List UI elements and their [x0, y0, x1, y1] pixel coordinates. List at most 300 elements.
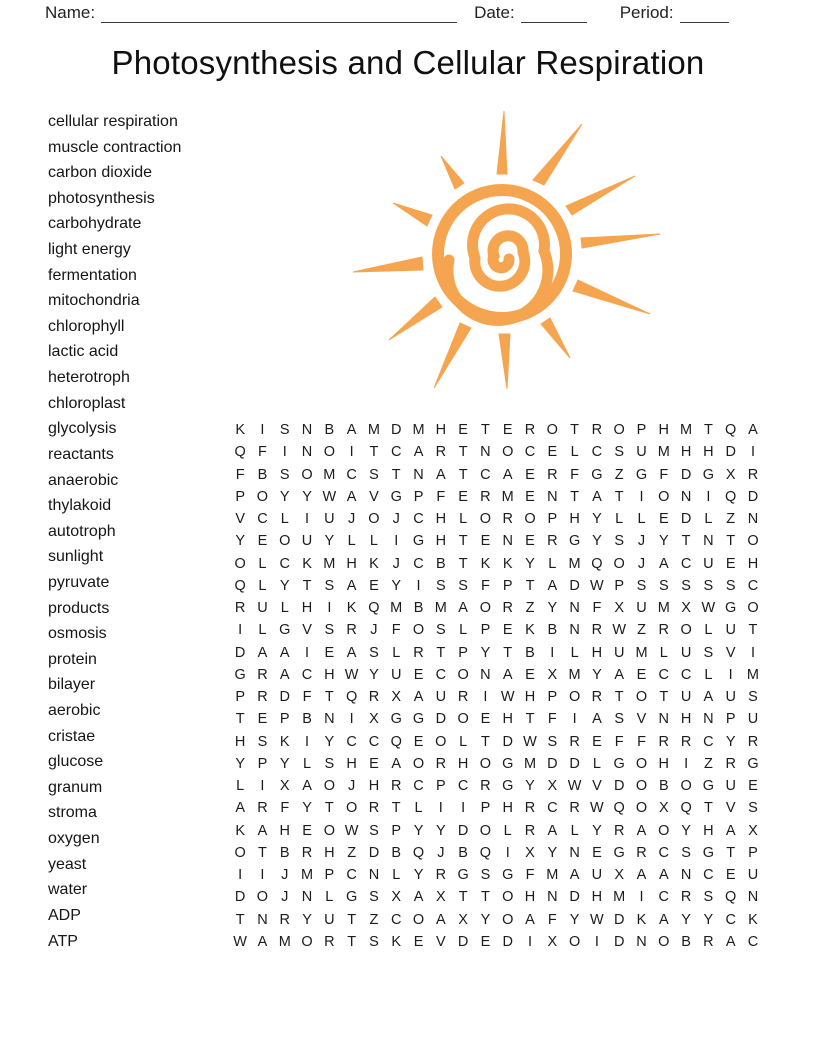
grid-cell: J	[637, 533, 646, 550]
grid-cell: W	[701, 600, 716, 617]
grid-cell: M	[613, 889, 626, 906]
grid-cell: Z	[726, 511, 736, 528]
grid-cell: U	[435, 689, 447, 706]
grid-cell: E	[458, 422, 468, 439]
grid-cell: F	[614, 733, 624, 750]
grid-cell: R	[301, 844, 313, 861]
grid-cell: A	[502, 666, 513, 683]
grid-cell: S	[369, 644, 379, 661]
grid-cell: Y	[391, 577, 402, 594]
grid-cell: Y	[302, 488, 312, 505]
grid-cell: H	[346, 555, 357, 572]
grid-cell: L	[570, 444, 579, 461]
grid-cell: O	[658, 488, 670, 505]
grid-cell: K	[480, 555, 491, 572]
grid-cell: H	[435, 533, 447, 550]
grid-cell: F	[547, 911, 557, 928]
grid-cell: W	[567, 778, 582, 795]
grid-cell: Y	[413, 822, 424, 839]
grid-cell: R	[547, 533, 558, 550]
grid-cell: Y	[302, 800, 312, 817]
grid-cell: I	[728, 666, 733, 683]
word-list-item: lactic acid	[48, 343, 119, 361]
grid-cell: J	[392, 555, 400, 572]
word-list-item: mitochondria	[48, 292, 140, 310]
word-list-item: carbohydrate	[48, 215, 142, 233]
grid-cell: T	[458, 533, 468, 550]
grid-cell: D	[234, 889, 246, 906]
grid-cell: O	[546, 422, 558, 439]
grid-cell: N	[547, 889, 558, 906]
grid-cell: L	[570, 822, 579, 839]
grid-cell: E	[592, 844, 602, 861]
grid-cell: A	[547, 822, 558, 839]
name-blank-line	[101, 5, 457, 23]
grid-cell: N	[680, 867, 692, 884]
grid-cell: V	[725, 800, 736, 817]
grid-cell: F	[480, 577, 490, 594]
grid-cell: M	[568, 555, 581, 572]
grid-cell: B	[525, 644, 535, 661]
grid-cell: L	[325, 889, 334, 906]
grid-cell: A	[302, 778, 312, 795]
grid-cell: P	[435, 778, 446, 795]
grid-cell: Y	[235, 755, 245, 772]
grid-cell: O	[234, 555, 246, 572]
grid-cell: V	[435, 933, 446, 950]
grid-cell: Z	[703, 755, 713, 772]
grid-cell: G	[702, 466, 715, 483]
grid-cell: M	[367, 422, 380, 439]
grid-cell: Q	[390, 733, 402, 750]
word-list-item: reactants	[48, 445, 114, 463]
grid-cell: K	[369, 555, 379, 572]
grid-cell: G	[591, 466, 603, 483]
grid-cell: M	[278, 933, 291, 950]
grid-cell: C	[457, 778, 469, 795]
grid-cell: I	[706, 488, 711, 505]
grid-cell: K	[235, 822, 245, 839]
grid-cell: G	[747, 755, 759, 772]
grid-cell: B	[681, 933, 691, 950]
grid-cell: W	[322, 488, 337, 505]
grid-cell: G	[702, 778, 715, 795]
grid-cell: I	[527, 933, 533, 950]
grid-cell: S	[547, 733, 558, 750]
grid-cell: G	[234, 666, 246, 683]
grid-cell: O	[658, 933, 670, 950]
grid-cell: R	[524, 422, 536, 439]
grid-cell: L	[258, 577, 267, 594]
grid-cell: O	[234, 844, 246, 861]
grid-cell: E	[369, 755, 379, 772]
grid-cell: Q	[591, 555, 603, 572]
grid-cell: C	[680, 666, 692, 683]
grid-cell: K	[748, 911, 758, 928]
word-list-item: yeast	[48, 855, 87, 873]
grid-cell: T	[570, 422, 580, 439]
grid-cell: S	[369, 466, 379, 483]
grid-cell: H	[324, 844, 335, 861]
grid-cell: Q	[368, 600, 380, 617]
grid-cell: H	[279, 822, 290, 839]
grid-cell: H	[703, 444, 714, 461]
grid-cell: H	[524, 689, 536, 706]
grid-cell: O	[568, 933, 581, 950]
grid-cell: X	[547, 666, 558, 683]
grid-cell: Y	[525, 778, 535, 795]
grid-cell: S	[257, 733, 268, 750]
grid-cell: R	[413, 644, 424, 661]
period-label: Period:	[619, 3, 674, 22]
word-list-item: thylakoid	[48, 497, 112, 515]
grid-cell: J	[348, 778, 356, 795]
grid-cell: A	[658, 555, 669, 572]
grid-cell: L	[637, 511, 646, 528]
grid-cell: L	[459, 733, 468, 750]
grid-cell: W	[344, 666, 359, 683]
grid-cell: E	[257, 711, 268, 728]
date-label: Date:	[474, 3, 515, 22]
grid-cell: A	[636, 822, 647, 839]
grid-cell: I	[260, 422, 265, 439]
grid-cell: Y	[525, 555, 535, 572]
grid-cell: R	[502, 600, 513, 617]
grid-cell: S	[681, 844, 691, 861]
grid-cell: O	[345, 800, 358, 817]
grid-cell: P	[547, 689, 558, 706]
grid-cell: N	[547, 488, 558, 505]
grid-cell: I	[349, 444, 354, 461]
grid-cell: P	[257, 755, 268, 772]
word-list-item: chloroplast	[48, 394, 126, 412]
grid-cell: Z	[637, 622, 646, 639]
grid-cell: O	[323, 822, 335, 839]
grid-cell: Q	[725, 422, 737, 439]
grid-cell: H	[435, 422, 447, 439]
grid-cell: Z	[525, 600, 535, 617]
grid-cell: R	[636, 844, 647, 861]
grid-cell: E	[502, 622, 513, 639]
grid-cell: U	[680, 644, 692, 661]
grid-cell: C	[413, 511, 424, 528]
grid-cell: A	[257, 822, 268, 839]
grid-cell: C	[747, 933, 759, 950]
grid-cell: B	[435, 555, 446, 572]
word-list	[48, 109, 181, 954]
date-blank-line	[521, 5, 587, 23]
word-list-item: chlorophyll	[48, 317, 125, 335]
grid-cell: G	[568, 533, 581, 550]
grid-cell: X	[279, 778, 290, 795]
word-list-item: stroma	[48, 804, 97, 822]
grid-cell: H	[658, 422, 670, 439]
word-list-item: glucose	[48, 753, 104, 771]
grid-cell: A	[748, 422, 758, 439]
grid-cell: S	[369, 822, 379, 839]
grid-cell: F	[302, 689, 312, 706]
grid-cell: M	[412, 422, 425, 439]
grid-cell: L	[347, 533, 356, 550]
grid-cell: T	[614, 689, 624, 706]
grid-cell: N	[747, 889, 759, 906]
grid-cell: A	[502, 466, 513, 483]
grid-cell: D	[680, 466, 692, 483]
word-list-item: sunlight	[48, 548, 104, 566]
grid-cell: T	[614, 488, 624, 505]
word-list-item: oxygen	[48, 830, 100, 848]
grid-cell: D	[747, 488, 759, 505]
grid-cell: R	[524, 800, 536, 817]
grid-cell: A	[279, 644, 290, 661]
grid-cell: E	[480, 933, 491, 950]
grid-cell: W	[523, 733, 537, 750]
grid-cell: X	[458, 911, 468, 928]
grid-cell: U	[257, 600, 268, 617]
grid-cell: T	[748, 622, 758, 639]
grid-cell: T	[726, 533, 736, 550]
grid-cell: I	[684, 755, 689, 772]
grid-cell: D	[457, 822, 469, 839]
grid-cell: S	[725, 577, 736, 594]
grid-cell: S	[748, 689, 758, 706]
grid-cell: B	[279, 844, 290, 861]
grid-cell: N	[324, 711, 335, 728]
grid-cell: P	[324, 867, 335, 884]
grid-cell: M	[300, 867, 314, 884]
grid-cell: B	[658, 778, 669, 795]
grid-cell: A	[346, 577, 357, 594]
grid-cell: R	[569, 733, 580, 750]
grid-cell: O	[457, 666, 469, 683]
grid-cell: I	[394, 533, 399, 550]
grid-cell: C	[747, 577, 759, 594]
grid-cell: V	[592, 778, 602, 795]
word-list-item: protein	[48, 650, 97, 668]
grid-cell: X	[681, 600, 691, 617]
grid-cell: R	[725, 755, 736, 772]
grid-cell: T	[258, 844, 267, 861]
grid-cell: E	[547, 444, 558, 461]
grid-cell: R	[480, 778, 491, 795]
grid-cell: X	[547, 933, 558, 950]
grid-cell: I	[305, 733, 310, 750]
grid-cell: I	[750, 644, 755, 661]
grid-cell: D	[613, 911, 625, 928]
grid-cell: N	[480, 666, 491, 683]
grid-cell: Z	[614, 466, 624, 483]
grid-cell: H	[524, 889, 536, 906]
grid-cell: A	[547, 577, 558, 594]
grid-cell: L	[592, 755, 601, 772]
grid-cell: E	[636, 666, 647, 683]
grid-cell: D	[725, 444, 736, 461]
grid-cell: S	[681, 577, 691, 594]
grid-cell: O	[747, 533, 759, 550]
grid-cell: R	[368, 800, 380, 817]
grid-cell: O	[412, 622, 425, 639]
grid-cell: S	[636, 577, 647, 594]
grid-cell: L	[369, 533, 378, 550]
grid-cell: S	[480, 867, 491, 884]
word-list-item: ADP	[48, 906, 81, 924]
grid-cell: R	[368, 689, 380, 706]
grid-cell: M	[746, 666, 760, 683]
grid-cell: I	[594, 933, 599, 950]
grid-cell: Y	[725, 733, 736, 750]
grid-cell: H	[324, 666, 335, 683]
grid-cell: N	[502, 533, 513, 550]
grid-cell: O	[635, 689, 648, 706]
grid-cell: O	[502, 911, 514, 928]
grid-cell: L	[503, 822, 512, 839]
grid-cell: H	[658, 755, 670, 772]
grid-cell: R	[591, 689, 603, 706]
grid-cell: A	[346, 488, 357, 505]
grid-cell: X	[369, 711, 379, 728]
grid-cell: E	[658, 511, 669, 528]
grid-cell: X	[525, 844, 535, 861]
grid-cell: C	[346, 867, 357, 884]
grid-cell: S	[614, 533, 625, 550]
grid-cell: P	[636, 422, 647, 439]
name-label: Name:	[45, 3, 96, 22]
grid-cell: V	[636, 711, 647, 728]
grid-cell: O	[457, 711, 469, 728]
grid-cell: R	[524, 822, 536, 839]
grid-cell: X	[614, 867, 625, 884]
grid-cell: U	[747, 867, 759, 884]
grid-cell: U	[747, 711, 759, 728]
grid-cell: L	[414, 800, 423, 817]
word-list-item: cellular respiration	[48, 113, 178, 130]
grid-cell: A	[658, 867, 669, 884]
grid-cell: H	[502, 711, 513, 728]
grid-cell: Y	[279, 755, 290, 772]
grid-cell: T	[369, 444, 379, 461]
grid-cell: X	[614, 600, 625, 617]
grid-cell: I	[550, 644, 555, 661]
grid-cell: B	[257, 466, 268, 483]
grid-cell: U	[613, 644, 625, 661]
grid-cell: T	[436, 644, 446, 661]
grid-cell: C	[524, 444, 536, 461]
grid-cell: Y	[681, 911, 691, 928]
grid-cell: T	[458, 889, 468, 906]
grid-cell: P	[725, 711, 736, 728]
grid-cell: S	[435, 577, 446, 594]
grid-cell: W	[590, 911, 604, 928]
grid-cell: K	[391, 933, 402, 950]
grid-cell: A	[346, 644, 357, 661]
grid-cell: H	[569, 511, 580, 528]
grid-cell: I	[260, 867, 265, 884]
grid-cell: G	[390, 711, 402, 728]
word-list-item: carbon dioxide	[48, 164, 153, 182]
grid-cell: Y	[480, 911, 491, 928]
grid-cell: D	[279, 689, 290, 706]
word-search-grid	[229, 419, 764, 953]
grid-cell: N	[703, 533, 714, 550]
grid-cell: A	[391, 755, 402, 772]
grid-cell: C	[390, 911, 402, 928]
grid-cell: F	[547, 711, 557, 728]
word-list-item: glycolysis	[48, 420, 117, 438]
grid-cell: L	[258, 555, 267, 572]
grid-cell: E	[413, 933, 424, 950]
grid-cell: U	[725, 778, 736, 795]
grid-cell: N	[569, 600, 580, 617]
grid-cell: M	[546, 867, 559, 884]
grid-cell: Q	[680, 800, 692, 817]
sun-rays	[353, 111, 660, 389]
grid-cell: T	[324, 689, 334, 706]
grid-cell: N	[569, 622, 580, 639]
grid-cell: O	[658, 822, 670, 839]
grid-cell: O	[502, 889, 514, 906]
grid-cell: L	[659, 644, 668, 661]
grid-cell: U	[324, 511, 335, 528]
grid-cell: T	[235, 711, 245, 728]
grid-cell: F	[659, 466, 669, 483]
grid-cell: S	[703, 577, 714, 594]
grid-cell: V	[369, 488, 379, 505]
grid-cell: D	[613, 933, 625, 950]
grid-cell: P	[235, 689, 245, 706]
grid-cell: R	[257, 800, 268, 817]
grid-cell: O	[368, 511, 380, 528]
grid-cell: C	[346, 733, 357, 750]
grid-cell: T	[458, 444, 468, 461]
grid-cell: A	[279, 666, 290, 683]
grid-cell: G	[279, 622, 291, 639]
grid-cell: N	[680, 488, 692, 505]
grid-cell: O	[635, 800, 648, 817]
grid-cell: G	[390, 488, 402, 505]
grid-cell: R	[591, 622, 603, 639]
grid-cell: Q	[725, 488, 737, 505]
grid-cell: O	[524, 511, 536, 528]
grid-cell: U	[301, 533, 313, 550]
grid-cell: M	[501, 488, 514, 505]
grid-cell: E	[413, 666, 424, 683]
word-list-item: heterotroph	[48, 369, 130, 387]
grid-cell: S	[703, 889, 714, 906]
grid-cell: X	[391, 889, 402, 906]
grid-cell: C	[390, 444, 402, 461]
grid-cell: E	[413, 733, 424, 750]
grid-cell: P	[279, 711, 290, 728]
grid-cell: K	[636, 911, 647, 928]
grid-cell: E	[324, 644, 335, 661]
period-blank-line	[680, 5, 729, 23]
grid-cell: F	[637, 733, 646, 750]
grid-cell: G	[502, 778, 514, 795]
grid-cell: C	[591, 444, 603, 461]
grid-cell: R	[234, 600, 246, 617]
grid-cell: P	[413, 488, 424, 505]
grid-cell: P	[235, 488, 245, 505]
grid-cell: O	[323, 778, 335, 795]
grid-cell: A	[257, 933, 268, 950]
grid-cell: U	[324, 911, 335, 928]
grid-cell: K	[346, 600, 357, 617]
grid-cell: Y	[592, 822, 602, 839]
grid-cell: D	[569, 755, 580, 772]
grid-cell: O	[323, 444, 335, 461]
grid-cell: I	[461, 800, 466, 817]
grid-cell: I	[572, 711, 577, 728]
